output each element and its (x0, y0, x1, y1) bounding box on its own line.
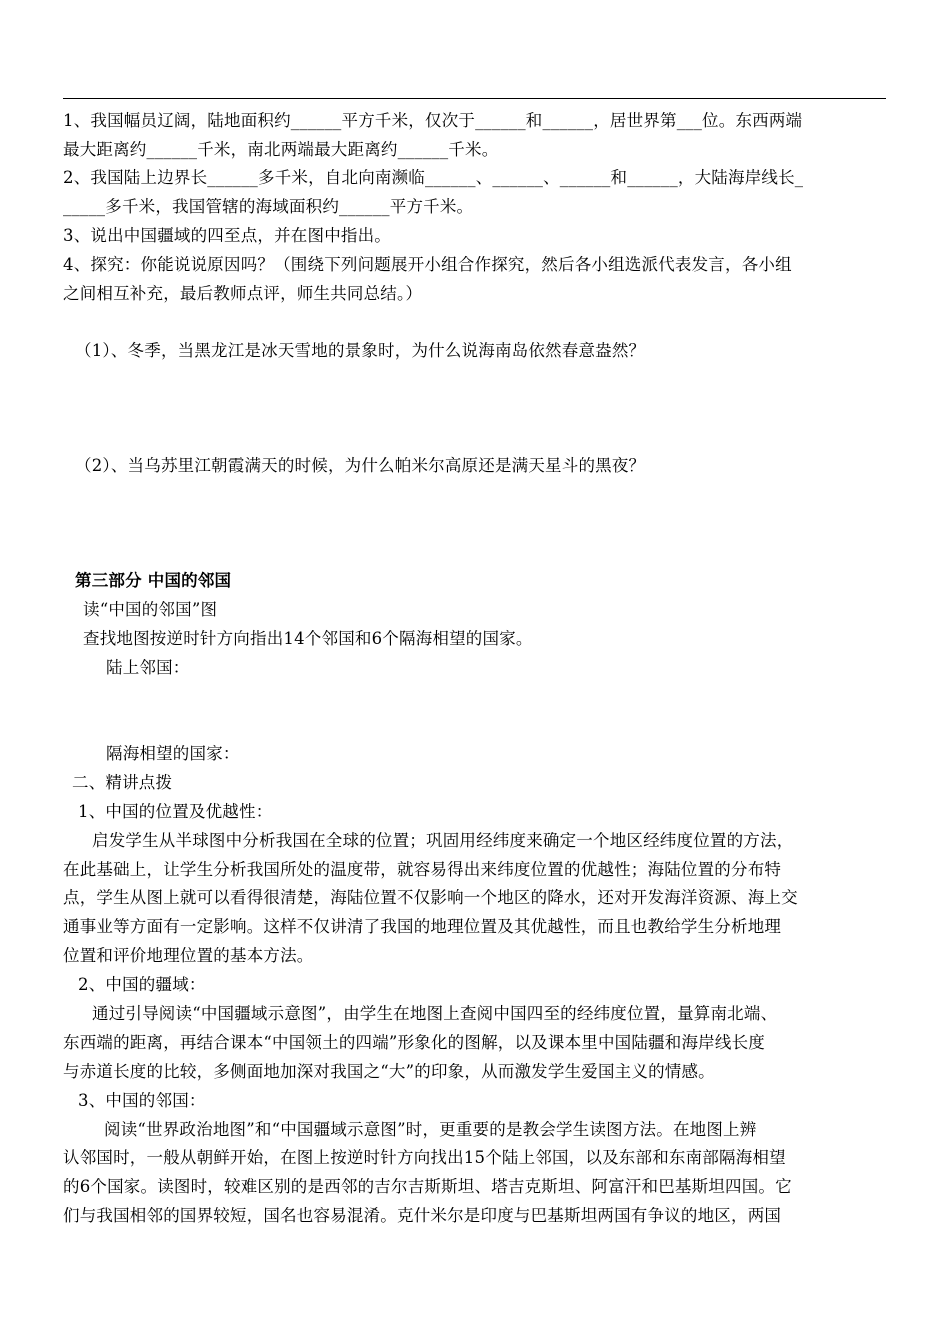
read-map-line: 读“中国的邻国”图 (83, 600, 218, 619)
point-1-para-line-4: 通事业等方面有一定影响。这样不仅讲清了我国的地理位置及其优越性，而且也教给学生分析地理 (63, 917, 782, 936)
header-rule (63, 98, 886, 99)
point-2-para-line-3: 与赤道长度的比较，多侧面地加深对我国之“大”的印象，从而激发学生爱国主义的情感。 (63, 1062, 715, 1081)
sea-neighbors-label: 隔海相望的国家： (106, 744, 240, 763)
point-2-para-line-1: 通过引导阅读“中国疆域示意图”，由学生在地图上查阅中国四至的经纬度位置，量算南北端、 (92, 1004, 778, 1023)
point-1-para-line-3: 点，学生从图上就可以看得很清楚，海陆位置不仅影响一个地区的降水，还对开发海洋资源、海上交 (63, 888, 798, 907)
q1-line-2: 最大距离约______千米，南北两端最大距离约______千米。 (63, 140, 499, 159)
q2-line-1: 2、我国陆上边界长______多千米，自北向南濒临______、______、______和______，大陆海岸线长_ (63, 168, 804, 187)
land-neighbors-label: 陆上邻国： (106, 658, 190, 677)
point-1-para-line-5: 位置和评价地理位置的基本方法。 (63, 946, 314, 965)
q4-line-1: 4、探究：你能说说原因吗？（围绕下列问题展开小组合作探究，然后各小组选派代表发言，各小组 (63, 255, 792, 274)
point-1-para-line-1: 启发学生从半球图中分析我国在全球的位置；巩固用经纬度来确定一个地区经纬度位置的方法， (92, 831, 794, 850)
q1-line-1: 1、我国幅员辽阔，陆地面积约______平方千米，仅次于______和______，居世界第___位。东西两端 (63, 111, 803, 130)
point-3-para-line-1: 阅读“世界政治地图”和“中国疆域示意图”时，更重要的是教会学生读图方法。在地图上辨 (104, 1120, 757, 1139)
point-3-heading: 3、中国的邻国： (78, 1091, 206, 1110)
point-2-heading: 2、中国的疆域： (78, 975, 206, 994)
point-1-para-line-2: 在此基础上，让学生分析我国所处的温度带，就容易得出来纬度位置的优越性；海陆位置的分布特 (63, 860, 782, 879)
sub-question-1: （1）、冬季，当黑龙江是冰天雪地的景象时，为什么说海南岛依然春意盎然？ (75, 341, 646, 360)
section-3-heading: 第三部分 中国的邻国 (75, 571, 232, 590)
section-2-heading: 二、精讲点拨 (72, 773, 173, 792)
q3-line: 3、说出中国疆域的四至点，并在图中指出。 (63, 226, 391, 245)
point-3-para-line-2: 认邻国时，一般从朝鲜开始，在图上按逆时针方向找出15个陆上邻国，以及东部和东南部隔海相望 (63, 1148, 786, 1167)
find-neighbors-line: 查找地图按逆时针方向指出14个邻国和6个隔海相望的国家。 (83, 629, 533, 648)
point-3-para-line-3: 的6个国家。读图时，较难区别的是西邻的吉尔吉斯斯坦、塔吉克斯坦、阿富汗和巴基斯坦四国。它 (63, 1177, 792, 1196)
point-2-para-line-2: 东西端的距离，再结合课本“中国领土的四端”形象化的图解，以及课本里中国陆疆和海岸线长度 (63, 1033, 765, 1052)
point-3-para-line-4: 们与我国相邻的国界较短，国名也容易混淆。克什米尔是印度与巴基斯坦两国有争议的地区，两国 (63, 1206, 782, 1225)
q2-line-2: _____多千米，我国管辖的海域面积约______平方千米。 (63, 197, 474, 216)
point-1-heading: 1、中国的位置及优越性： (78, 802, 273, 821)
q4-line-2: 之间相互补充，最后教师点评，师生共同总结。） (63, 284, 423, 303)
sub-question-2: （2）、当乌苏里江朝霞满天的时候，为什么帕米尔高原还是满天星斗的黑夜？ (75, 456, 646, 475)
